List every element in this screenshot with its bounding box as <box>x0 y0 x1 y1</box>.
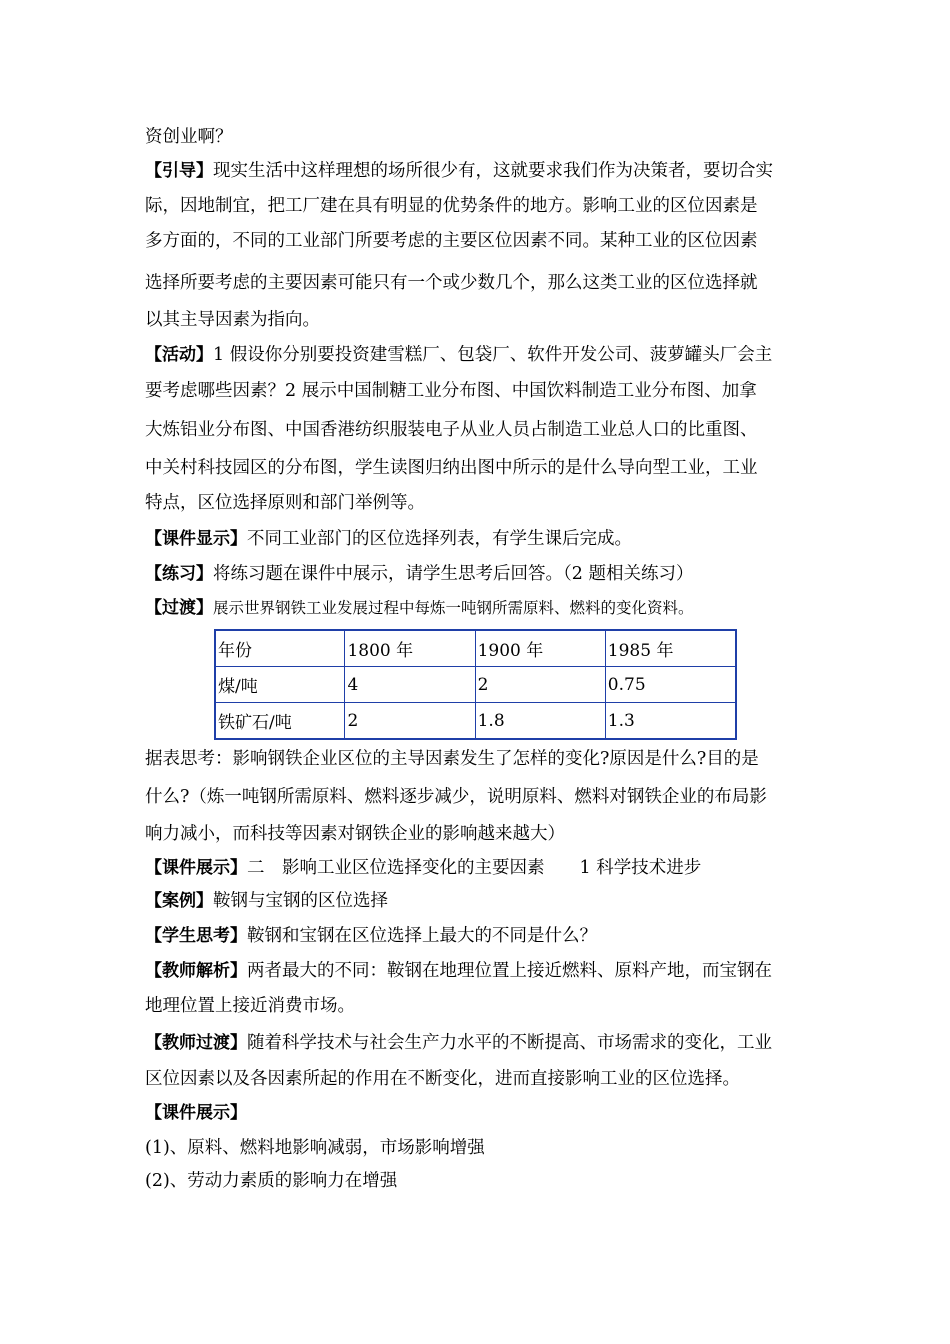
table-row <box>215 667 736 703</box>
table-cell: 1985 年 <box>605 630 736 667</box>
table-cell: 0.75 <box>605 667 736 703</box>
text-line <box>145 344 815 366</box>
text-line <box>145 1068 815 1090</box>
line-text: 展示世界钢铁工业发展过程中每炼一吨钢所需原料、燃料的变化资料。 <box>213 599 694 617</box>
text-line <box>145 457 815 479</box>
text-line <box>145 160 815 182</box>
line-text: 特点，区位选择原则和部门举例等。 <box>145 493 425 513</box>
text-line <box>145 748 815 770</box>
section-tag: 【课件展示】 <box>145 858 247 878</box>
text-line <box>145 309 815 331</box>
section-tag: 【课件展示】 <box>145 1103 247 1123</box>
line-text: 多方面的，不同的工业部门所要考虑的主要区位因素不同。某种工业的区位因素 <box>145 231 758 251</box>
section-tag: 【活动】 <box>145 345 213 365</box>
section-tag: 【案例】 <box>145 891 213 911</box>
line-text: 以其主导因素为指向。 <box>145 310 320 330</box>
line-text: (2)、劳动力素质的影响力在增强 <box>145 1171 398 1191</box>
line-text: 响力减小，而科技等因素对钢铁企业的影响越来越大） <box>145 824 565 844</box>
table-cell: 铁矿石/吨 <box>215 703 345 740</box>
text-line <box>145 563 815 585</box>
table-row <box>215 703 736 740</box>
table-cell: 煤/吨 <box>215 667 345 703</box>
line-text: 际，因地制宜，把工厂建在具有明显的优势条件的地方。影响工业的区位因素是 <box>145 196 758 216</box>
table-row <box>215 630 736 667</box>
table-cell: 1900 年 <box>475 630 605 667</box>
section-tag: 【引导】 <box>145 161 213 181</box>
section-tag: 【练习】 <box>145 564 213 584</box>
line-text: 鞍钢与宝钢的区位选择 <box>213 891 388 911</box>
text-line <box>145 419 815 441</box>
line-text: 大炼铝业分布图、中国香港纺织服装电子从业人员占制造工业总人口的比重图、 <box>145 420 758 440</box>
line-text: 地理位置上接近消费市场。 <box>145 996 355 1016</box>
line-text: 什么?（炼一吨钢所需原料、燃料逐步减少，说明原料、燃料对钢铁企业的布局影 <box>145 787 767 807</box>
text-line <box>145 1032 815 1054</box>
steel-raw-material-table <box>214 629 737 740</box>
line-text: 选择所要考虑的主要因素可能只有一个或少数几个，那么这类工业的区位选择就 <box>145 273 758 293</box>
text-line <box>145 195 815 217</box>
section-tag: 【过渡】 <box>145 598 213 618</box>
table-cell: 2 <box>345 703 475 740</box>
text-line <box>145 380 815 402</box>
text-line <box>145 1170 815 1192</box>
table-cell: 1.8 <box>475 703 605 740</box>
section-tag: 【学生思考】 <box>145 926 247 946</box>
text-line <box>145 995 815 1017</box>
line-text: 资创业啊？ <box>145 127 233 147</box>
line-text: 两者最大的不同：鞍钢在地理位置上接近燃料、原料产地，而宝钢在 <box>247 961 772 981</box>
line-text: 不同工业部门的区位选择列表，有学生课后完成。 <box>247 529 632 549</box>
text-line <box>145 492 815 514</box>
text-line <box>145 786 815 808</box>
text-line <box>145 925 815 947</box>
line-text: 区位因素以及各因素所起的作用在不断变化，进而直接影响工业的区位选择。 <box>145 1069 740 1089</box>
line-text: 二 影响工业区位选择变化的主要因素 1 科学技术进步 <box>247 858 702 878</box>
line-text: 随着科学技术与社会生产力水平的不断提高、市场需求的变化，工业 <box>247 1033 772 1053</box>
text-line <box>145 1137 815 1159</box>
line-text: 要考虑哪些因素？2 展示中国制糖工业分布图、中国饮料制造工业分布图、加拿 <box>145 381 757 401</box>
text-line <box>145 528 815 550</box>
text-line <box>145 1102 815 1124</box>
text-line <box>145 960 815 982</box>
table-cell: 1.3 <box>605 703 736 740</box>
table-cell: 年份 <box>215 630 345 667</box>
table-cell: 2 <box>475 667 605 703</box>
text-line <box>145 126 815 148</box>
line-text: (1)、原料、燃料地影响减弱，市场影响增强 <box>145 1138 485 1158</box>
line-text: 1 假设你分别要投资建雪糕厂、包袋厂、软件开发公司、菠萝罐头厂会主 <box>213 345 773 365</box>
line-text: 据表思考：影响钢铁企业区位的主导因素发生了怎样的变化?原因是什么?目的是 <box>145 749 759 769</box>
text-line <box>145 857 815 879</box>
table-cell: 1800 年 <box>345 630 475 667</box>
text-line <box>145 823 815 845</box>
section-tag: 【课件显示】 <box>145 529 247 549</box>
line-text: 中关村科技园区的分布图，学生读图归纳出图中所示的是什么导向型工业，工业 <box>145 458 758 478</box>
section-tag: 【教师过渡】 <box>145 1033 247 1053</box>
text-line <box>145 890 815 912</box>
text-line <box>145 597 815 619</box>
text-line <box>145 272 815 294</box>
line-text: 将练习题在课件中展示，请学生思考后回答。（2 题相关练习） <box>213 564 694 584</box>
text-line <box>145 230 815 252</box>
line-text: 现实生活中这样理想的场所很少有，这就要求我们作为决策者，要切合实 <box>213 161 773 181</box>
line-text: 鞍钢和宝钢在区位选择上最大的不同是什么？ <box>247 926 597 946</box>
table-cell: 4 <box>345 667 475 703</box>
section-tag: 【教师解析】 <box>145 961 247 981</box>
